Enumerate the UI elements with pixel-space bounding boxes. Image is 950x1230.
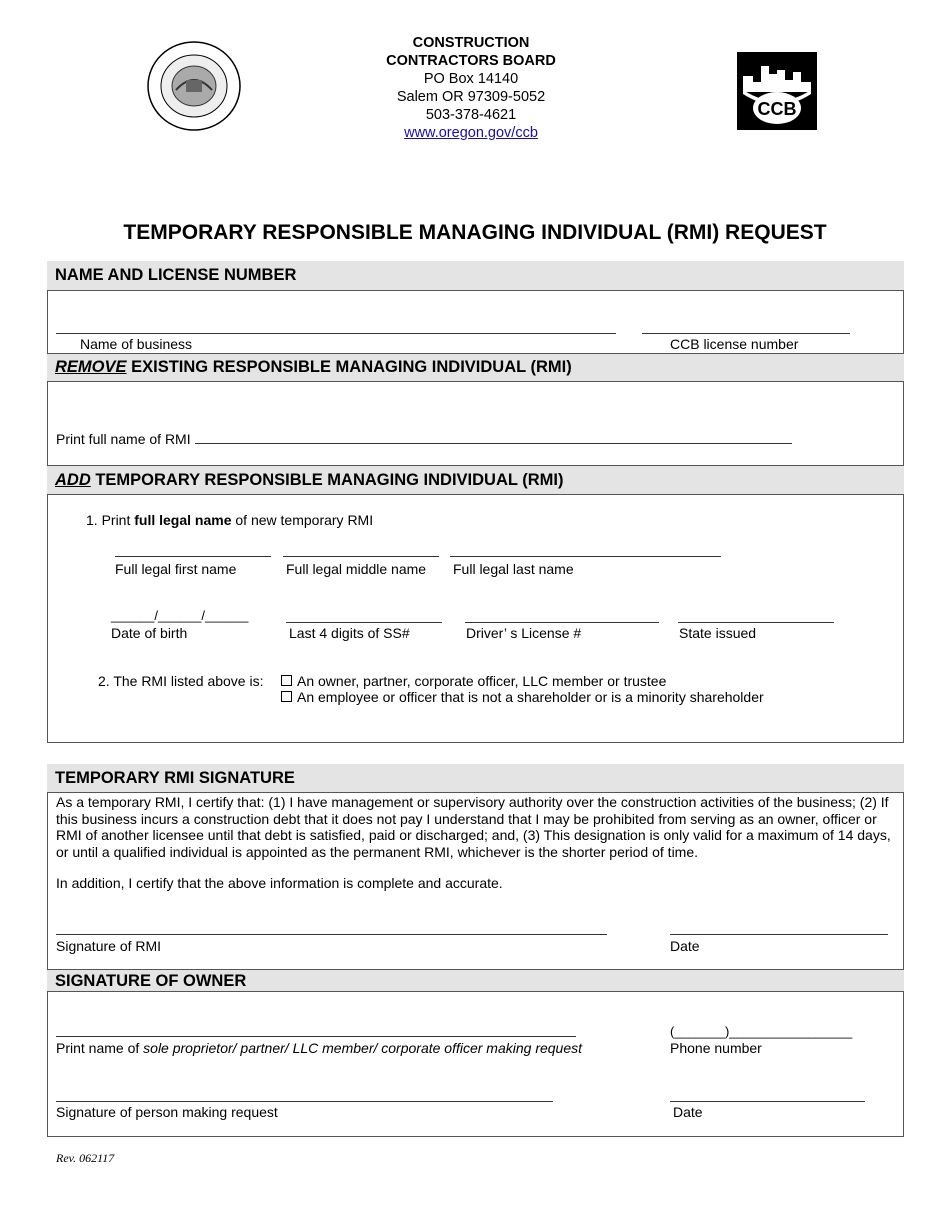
option-owner[interactable]: [281, 673, 666, 689]
revision-note: Rev. 062117: [56, 1151, 115, 1165]
item1-bold: full legal name: [134, 512, 232, 528]
item1-instruction: [86, 512, 373, 528]
ssn-field[interactable]: [286, 622, 442, 623]
seal-icon: [146, 40, 242, 132]
requester-signature-label: Signature of person making request: [56, 1104, 278, 1120]
section-name-license-heading: [47, 261, 904, 291]
item1-pre: 1. Print: [86, 512, 135, 528]
requester-date-field[interactable]: [670, 1101, 865, 1102]
state-issued-label: State issued: [679, 625, 757, 641]
requester-date-label: Date: [673, 1104, 703, 1120]
drivers-license-field[interactable]: [465, 622, 659, 623]
business-name-field[interactable]: [56, 333, 616, 334]
middle-name-field[interactable]: [283, 556, 439, 557]
ccb-logo: [737, 52, 817, 130]
org-address1: PO Box 14140: [423, 71, 519, 87]
rmi-signature-label: Signature of RMI: [56, 938, 162, 954]
ccb-logo-text: CCB: [757, 99, 797, 119]
state-issued-field[interactable]: [678, 622, 834, 623]
requester-signature-field[interactable]: [56, 1101, 553, 1102]
add-emphasis: ADD: [55, 471, 91, 489]
ccb-license-field[interactable]: [642, 333, 850, 334]
owner-checkbox[interactable]: [281, 675, 292, 686]
section-owner-signature-heading: [47, 969, 904, 992]
remove-emphasis: REMOVE: [55, 358, 127, 376]
owner-name-label: [56, 1040, 582, 1056]
dob-label: Date of birth: [111, 625, 188, 641]
owner-name-roles: sole proprietor/ partner/ LLC member/ corporate officer making request: [143, 1040, 583, 1056]
rmi-name-label: Print full name of RMI: [56, 431, 191, 447]
owner-name-field[interactable]: [56, 1036, 576, 1037]
org-address2: Salem OR 97309-5052: [396, 89, 546, 105]
employee-option-text: An employee or officer that is not a shareholder or is a minority shareholder: [297, 689, 764, 705]
section-name-license-title: NAME AND LICENSE NUMBER: [55, 266, 297, 284]
item2-label: 2. The RMI listed above is:: [98, 673, 264, 689]
rmi-signature-title: TEMPORARY RMI SIGNATURE: [55, 769, 295, 787]
first-name-field[interactable]: [115, 556, 271, 557]
item1-post: of new temporary RMI: [231, 512, 374, 528]
remove-heading-text: EXISTING RESPONSIBLE MANAGING INDIVIDUAL (RMI): [126, 358, 572, 376]
section-add-rmi-heading: [47, 465, 904, 495]
org-website-link[interactable]: www.oregon.gov/ccb: [404, 125, 538, 141]
certification-text: As a temporary RMI, I certify that: (1) I have management or supervisory authority over the construction activities of the business; (2) If this business incurs a construction debt that it does not pay I understand that I may be prohibited from serving as an owner, officer or RMI of another licensee until that debt is satisfied, paid or discharged; and, (3) This designation is only valid for a maximum of 14 days, or until a qualified individual is appointed as the permanent RMI, whichever is the shorter period of time.: [56, 794, 891, 860]
rmi-date-field[interactable]: [670, 934, 888, 935]
first-name-label: Full legal first name: [115, 561, 237, 577]
employee-checkbox[interactable]: [281, 691, 292, 702]
phone-label: Phone number: [670, 1040, 762, 1056]
last-name-label: Full legal last name: [453, 561, 574, 577]
rmi-name-field[interactable]: [195, 443, 792, 444]
org-name-line1: CONSTRUCTION: [412, 35, 530, 51]
organization-header: [330, 34, 612, 142]
ssn-label: Last 4 digits of SS#: [289, 625, 410, 641]
add-heading-text: TEMPORARY RESPONSIBLE MANAGING INDIVIDUAL (RMI): [90, 471, 564, 489]
owner-option-text: An owner, partner, corporate officer, LLC member or trustee: [297, 673, 667, 689]
owner-signature-title: SIGNATURE OF OWNER: [55, 972, 247, 990]
rmi-date-label: Date: [670, 938, 700, 954]
middle-name-label: Full legal middle name: [286, 561, 427, 577]
section-remove-rmi-heading: [47, 353, 904, 382]
org-phone: 503-378-4621: [425, 107, 517, 123]
drivers-license-label: Driver’ s License #: [466, 625, 582, 641]
last-name-field[interactable]: [450, 556, 721, 557]
option-employee[interactable]: [281, 689, 764, 705]
business-name-label: Name of business: [80, 336, 193, 352]
dob-field[interactable]: ______/______/______: [111, 608, 249, 623]
addition-text: In addition, I certify that the above information is complete and accurate.: [56, 875, 503, 891]
ccb-license-label: CCB license number: [670, 336, 799, 352]
section-rmi-signature-heading: [47, 764, 904, 793]
rmi-signature-field[interactable]: [56, 934, 607, 935]
ccb-logo-icon: [737, 52, 817, 130]
owner-name-pre: Print name of: [56, 1040, 144, 1056]
phone-field[interactable]: (_______)_________________: [670, 1024, 853, 1039]
form-title: TEMPORARY RESPONSIBLE MANAGING INDIVIDUAL (RMI) REQUEST: [123, 221, 827, 244]
org-name-line2: CONTRACTORS BOARD: [386, 53, 556, 69]
state-seal: [146, 40, 242, 132]
